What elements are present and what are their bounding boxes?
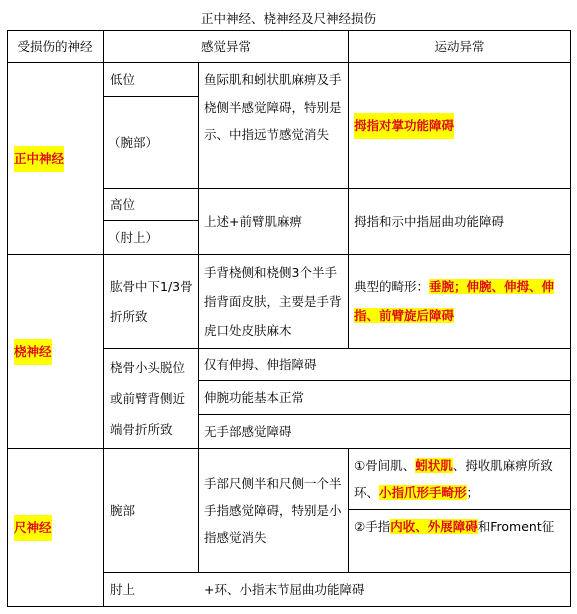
- header-nerve: 受损伤的神经: [17, 38, 93, 54]
- median-nerve-name: 正中神经: [14, 146, 64, 172]
- median-high-motor: 拇指和示中指屈曲功能障碍: [354, 213, 505, 229]
- radial-radius-row-0: 仅有伸拇、伸指障碍: [204, 356, 317, 372]
- radial-humerus-sensory: 手背桡侧和桡侧3个半手指背面皮肤，主要是手背虎口处皮肤麻木: [204, 265, 342, 338]
- radial-humerus-level: 肱骨中下1/3骨折所致: [110, 278, 193, 324]
- ulnar-elbow-all: +环、小指末节屈曲功能障碍: [204, 581, 365, 597]
- radial-radius-row-1: 伸腕功能基本正常: [204, 389, 305, 405]
- ulnar-elbow-level: 肘上: [110, 581, 136, 597]
- median-high-sub: （肘上）: [108, 229, 159, 245]
- median-low-motor: 拇指对掌功能障碍: [354, 113, 454, 139]
- radial-radius-row-2: 无手部感觉障碍: [204, 423, 292, 439]
- median-high-sensory: 上述+前臂肌麻痹: [204, 213, 302, 229]
- ulnar-nerve-name: 尺神经: [14, 515, 52, 541]
- median-low-sensory: 鱼际肌和蚓状肌麻痹及手桡侧半感觉障碍，特别是示、中指远节感觉消失: [204, 72, 342, 142]
- ulnar-wrist-sensory: 手部尺侧半和尺侧一个半手指感觉障碍，特别是小指感觉消失: [204, 476, 342, 545]
- table-title: 正中神经、桡神经及尺神经损伤: [200, 11, 376, 26]
- header-motor: 运动异常: [434, 38, 485, 54]
- radial-deformity-highlight: 垂腕；伸腕、伸拇、伸指、前臂旋后障碍: [354, 279, 555, 323]
- ulnar-wrist-motor-2: ②手指内收、外展障碍和Froment征: [354, 519, 555, 534]
- ulnar-wrist-motor-1: ①骨间肌、蚓状肌、拇收肌麻痹所致环、小指爪形手畸形；: [354, 458, 553, 500]
- radial-nerve-name: 桡神经: [14, 339, 52, 365]
- median-low-level: 低位: [110, 71, 136, 87]
- median-high-level: 高位: [110, 196, 136, 212]
- radial-humerus-motor: 典型的畸形：垂腕；伸腕、伸拇、伸指、前臂旋后障碍: [354, 279, 555, 323]
- median-low-sub: （腕部）: [108, 134, 159, 150]
- ulnar-wrist-level: 腕部: [110, 502, 136, 518]
- header-sensory: 感觉异常: [200, 38, 251, 54]
- radial-radius-level: 桡骨小头脱位或前臂背侧近端骨折所致: [110, 360, 186, 437]
